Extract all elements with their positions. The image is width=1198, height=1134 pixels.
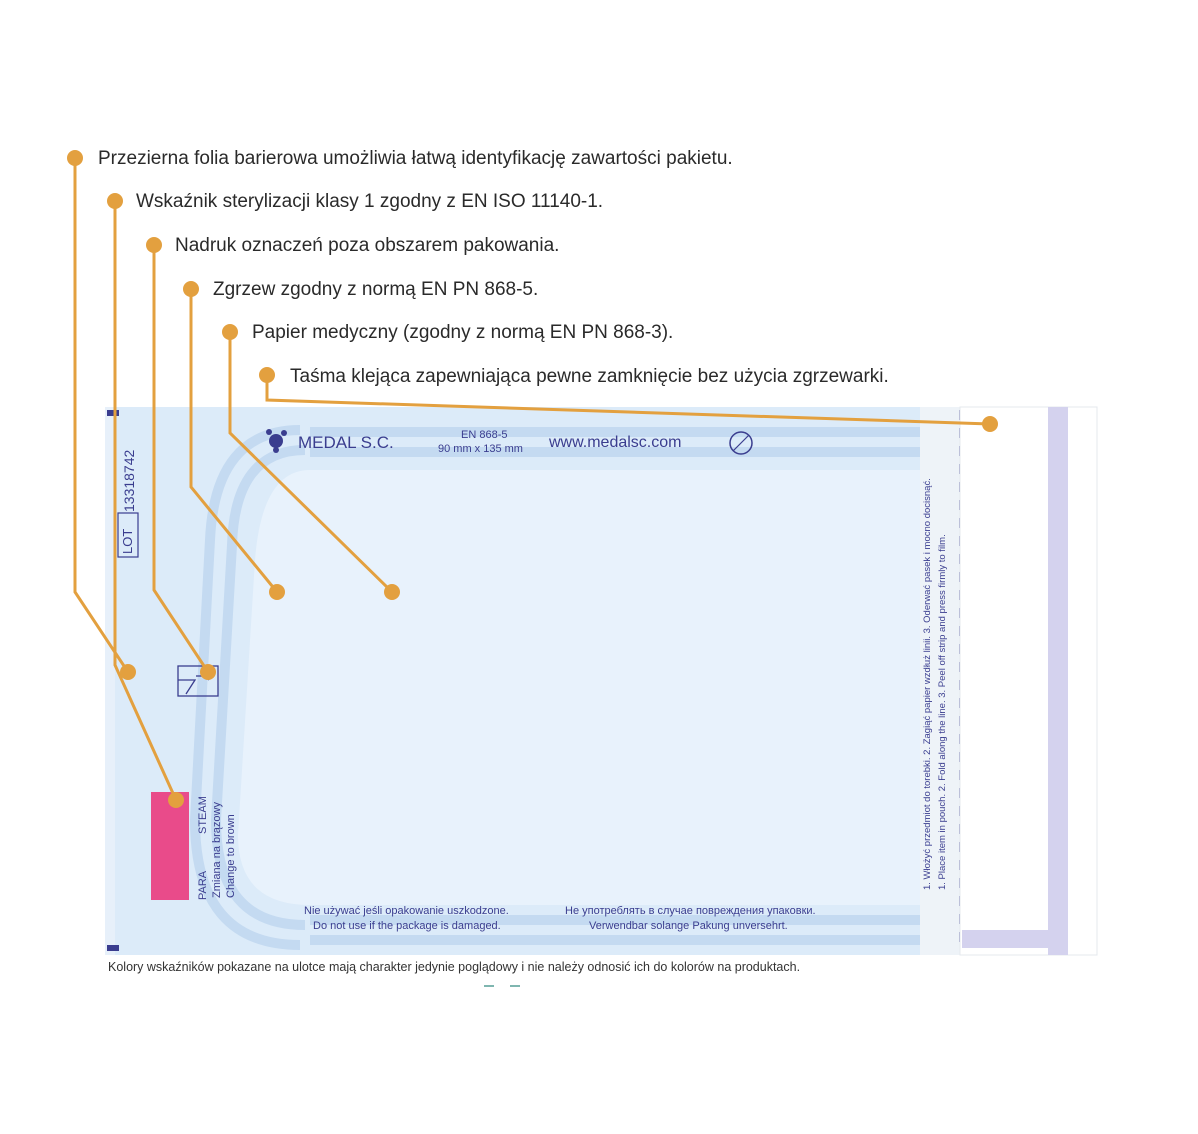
footnote: Kolory wskaźników pokazane na ulotce mają charakter jedynie poglądowy i nie należy odnosić ich do kolorów na produktach. — [108, 960, 801, 974]
warning-en: Do not use if the package is damaged. — [313, 920, 501, 932]
lot-number: 13318742 — [121, 449, 137, 512]
instructions-en: 1. Place item in pouch. 2. Fold along the line. 3. Peel off strip and press firmly to film. — [937, 534, 948, 890]
warning-pl: Nie używać jeśli opakowanie uszkodzone. — [304, 905, 509, 917]
callout-indicator: Wskaźnik sterylizacji klasy 1 zgodny z EN ISO 11140-1. — [136, 191, 604, 212]
indicator-change-en: Change to brown — [225, 814, 237, 898]
sterilization-indicator — [151, 792, 189, 900]
size-label: 90 mm x 135 mm — [438, 443, 523, 455]
indicator-para: PARA — [197, 870, 209, 900]
callout-tape: Taśma klejąca zapewniająca pewne zamknięcie bez użycia zgrzewarki. — [290, 366, 889, 387]
warning-ru: Не употреблять в случае повреждения упаковки. — [565, 905, 816, 917]
callout-seal: Zgrzew zgodny z normą EN PN 868-5. — [213, 279, 539, 300]
adhesive-tape — [960, 407, 1097, 955]
warning-de: Verwendbar solange Pakung unversehrt. — [589, 920, 788, 932]
indicator-steam: STEAM — [197, 796, 209, 834]
lot-label: LOT — [120, 528, 135, 554]
instructions-pl: 1. Włożyć przedmiot do torebki. 2. Zagiąć papier wzdłuż linii. 3. Oderwać pasek i mocno docisnąć. — [922, 478, 933, 890]
tape-liner — [1048, 407, 1068, 955]
callout-print: Nadruk oznaczeń poza obszarem pakowania. — [175, 235, 560, 256]
film-window — [238, 470, 930, 905]
callout-paper: Papier medyczny (zgodny z normą EN PN 868-3). — [252, 322, 674, 343]
tape-bottom — [962, 930, 1050, 948]
standard-label: EN 868-5 — [461, 429, 508, 441]
brand-name: MEDAL S.C. — [298, 433, 394, 452]
indicator-change-pl: Zmiana na brązowy — [211, 802, 223, 898]
website: www.medalsc.com — [549, 434, 682, 451]
callout-barrier-film: Przezierna folia barierowa umożliwia łatwą identyfikację zawartości pakietu. — [98, 148, 733, 169]
